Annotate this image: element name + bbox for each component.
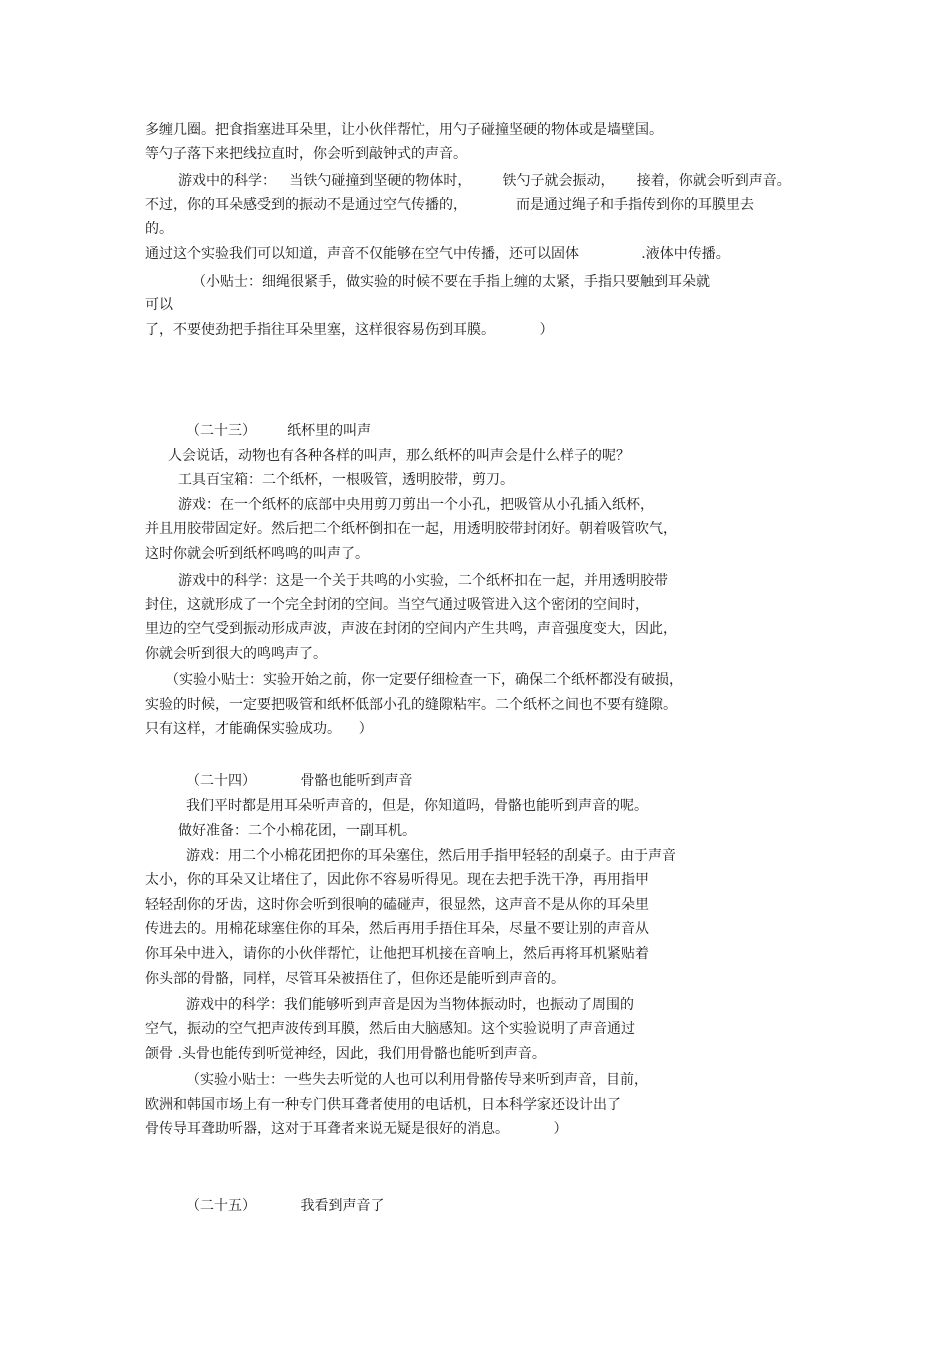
text-line: 人会说话，动物也有各种各样的叫声，那么纸杯的叫声会是什么样子的呢？ <box>168 448 630 464</box>
text-line: 我们平时都是用耳朵听声音的，但是，你知道吗，骨骼也能听到声音的呢。 <box>186 798 648 814</box>
text-line: 太小，你的耳朵又让堵住了，因此你不容易听得见。现在去把手洗干净，再用指甲 <box>145 872 649 888</box>
text-line: 骨传导耳聋助听器，这对于耳聋者来说无疑是很好的消息。 ） <box>145 1121 568 1137</box>
text-line: 传进去的。用棉花球塞住你的耳朵，然后再用手捂住耳朵，尽量不要让别的声音从 <box>145 921 649 937</box>
text-line: 里边的空气受到振动形成声波，声波在封闭的空间内产生共鸣，声音强度变大，因此， <box>145 621 677 637</box>
text-line: 做好准备：二个小棉花团，一副耳机。 <box>178 823 416 839</box>
text-line: 工具百宝箱：二个纸杯，一根吸管，透明胶带，剪刀。 <box>178 472 514 488</box>
text-line: 不过，你的耳朵感受到的振动不是通过空气传播的， 而是通过绳子和手指传到你的耳膜里去 <box>145 197 754 213</box>
text-line: 空气，振动的空气把声波传到耳膜，然后由大脑感知。这个实验说明了声音通过 <box>145 1021 635 1037</box>
text-line: 可以 <box>145 297 173 313</box>
section-heading: （二十三） 纸杯里的叫声 <box>186 423 372 439</box>
text-line: （小贴士：细绳很紧手，做实验的时候不要在手指上缠的太紧，手指只要触到耳朵就 <box>192 274 710 290</box>
text-line: 颌骨 .头骨也能传到听觉神经，因此，我们用骨骼也能听到声音。 <box>145 1046 546 1062</box>
text-line: （实验小贴士：一些失去听觉的人也可以利用骨骼传导来听到声音，目前， <box>186 1072 648 1088</box>
text-line: 游戏中的科学：这是一个关于共鸣的小实验，二个纸杯扣在一起，并用透明胶带 <box>178 573 668 589</box>
text-line: 欧洲和韩国市场上有一种专门供耳聋者使用的电话机，日本科学家还设计出了 <box>145 1097 621 1113</box>
text-line: 并且用胶带固定好。然后把二个纸杯倒扣在一起，用透明胶带封闭好。朝着吸管吹气， <box>145 521 677 537</box>
text-line: 的。 <box>145 221 173 237</box>
text-line: 游戏中的科学： 当铁勺碰撞到坚硬的物体时， 铁勺子就会振动， 接着，你就会听到声音。 <box>178 173 791 189</box>
text-line: 这时你就会听到纸杯鸣鸣的叫声了。 <box>145 546 369 562</box>
text-line: 轻轻刮你的牙齿，这时你会听到很响的磕碰声，很显然，这声音不是从你的耳朵里 <box>145 897 649 913</box>
text-line: 游戏：在一个纸杯的底部中央用剪刀剪出一个小孔，把吸管从小孔插入纸杯， <box>178 497 654 513</box>
text-line: 了，不要使劲把手指往耳朵里塞，这样很容易伤到耳膜。 ） <box>145 322 554 338</box>
text-line: 只有这样，才能确保实验成功。 ） <box>145 721 373 737</box>
text-line: 你耳朵中进入，请你的小伙伴帮忙，让他把耳机接在音响上，然后再将耳机紧贴着 <box>145 946 649 962</box>
text-line: （实验小贴士：实验开始之前，你一定要仔细检查一下，确保二个纸杯都没有破损， <box>165 672 683 688</box>
text-line: 实验的时候，一定要把吸管和纸杯低部小孔的缝隙粘牢。二个纸杯之间也不要有缝隙。 <box>145 697 677 713</box>
text-line: 通过这个实验我们可以知道，声音不仅能够在空气中传播，还可以固体 .液体中传播。 <box>145 246 730 262</box>
text-line: 你就会听到很大的鸣鸣声了。 <box>145 646 327 662</box>
text-line: 你头部的骨骼，同样，尽管耳朵被捂住了，但你还是能听到声音的。 <box>145 971 565 987</box>
text-line: 游戏中的科学：我们能够听到声音是因为当物体振动时，也振动了周围的 <box>186 997 634 1013</box>
text-line: 多缠几圈。把食指塞进耳朵里，让小伙伴帮忙，用勺子碰撞坚硬的物体或是墙壁国。 <box>145 122 663 138</box>
text-line: 封住，这就形成了一个完全封闭的空间。当空气通过吸管进入这个密闭的空间时， <box>145 597 649 613</box>
section-heading: （二十五） 我看到声音了 <box>186 1198 385 1214</box>
text-line: 游戏：用二个小棉花团把你的耳朵塞住，然后用手指甲轻轻的刮桌子。由于声音 <box>186 848 676 864</box>
section-heading: （二十四） 骨骼也能听到声音 <box>186 773 413 789</box>
text-line: 等勺子落下来把线拉直时，你会听到敲钟式的声音。 <box>145 146 467 162</box>
